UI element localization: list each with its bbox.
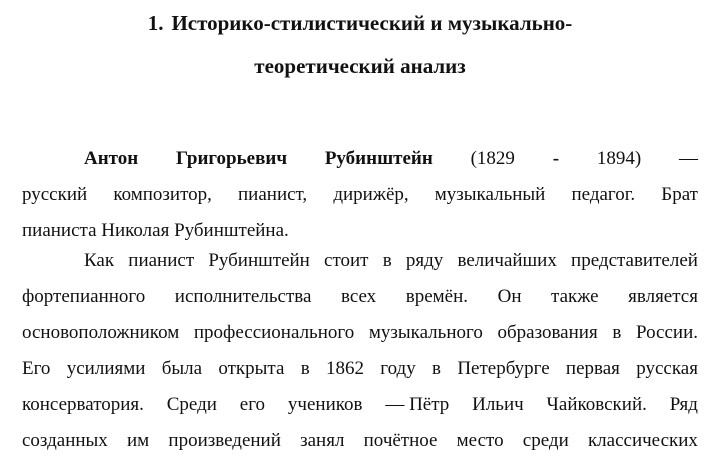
section-heading-line-1: Историко-стилистический и музыкально- (171, 11, 573, 35)
word: стоит (324, 250, 369, 271)
word: дирижёр, (333, 184, 409, 205)
word: композитор, (113, 184, 212, 205)
word: занял (300, 430, 345, 451)
word: русский (22, 184, 88, 205)
word: - (552, 148, 560, 169)
word: пианист (128, 250, 195, 271)
word: Антон (84, 148, 139, 169)
section-number: 1. (147, 11, 164, 35)
word: пианист, (238, 184, 308, 205)
word: музыкального (368, 322, 483, 343)
word: почётное (363, 430, 438, 451)
paragraph-pianist (22, 243, 698, 459)
word: Брат (661, 184, 698, 205)
text-line (22, 141, 698, 177)
word: является (628, 286, 698, 307)
word: музыкальный (434, 184, 546, 205)
word: 1894) (596, 148, 642, 169)
word: среди (522, 430, 569, 451)
word: Николая (101, 220, 170, 241)
word: консерватория. (22, 394, 144, 415)
word: Среди (166, 394, 217, 415)
word: классических (587, 430, 698, 451)
word: всех (340, 286, 377, 307)
word: созданных (22, 430, 108, 451)
word: в (300, 358, 310, 379)
word: пианиста (22, 220, 97, 241)
word: Рубинштейн (208, 250, 310, 271)
word: России. (635, 322, 698, 343)
word: Его (22, 358, 51, 379)
word: место (456, 430, 504, 451)
word: в (612, 322, 622, 343)
word: Ряд (669, 394, 698, 415)
text-line (22, 315, 698, 351)
word: году (380, 358, 416, 379)
word: основоположником (22, 322, 180, 343)
word: времён. (405, 286, 469, 307)
word: Как (84, 250, 115, 271)
word: исполнительства (174, 286, 312, 307)
word: Чайковский. (546, 394, 647, 415)
word: учеников (287, 394, 363, 415)
text-line (22, 423, 698, 459)
word: ряду (405, 250, 444, 271)
text-line (22, 177, 698, 213)
word: русская (636, 358, 698, 379)
word: Григорьевич (176, 148, 288, 169)
section-heading-line-2: теоретический анализ (254, 54, 466, 78)
word: 1862 (325, 358, 364, 379)
word: в (432, 358, 442, 379)
word: — (678, 148, 698, 169)
word: его (239, 394, 266, 415)
text-line (22, 243, 698, 279)
word: Ильич (472, 394, 524, 415)
word: — Пётр (385, 394, 450, 415)
word: открыта (218, 358, 285, 379)
word: образования (497, 322, 598, 343)
word: в (382, 250, 392, 271)
word: им (127, 430, 150, 451)
word: величайших (457, 250, 557, 271)
word: первая (565, 358, 620, 379)
text-line (22, 279, 698, 315)
paragraph-biography (22, 141, 698, 249)
word: также (551, 286, 599, 307)
word: профессионального (193, 322, 355, 343)
word: представителей (571, 250, 698, 271)
word: Он (497, 286, 522, 307)
text-line (22, 387, 698, 423)
word: усилиями (66, 358, 146, 379)
word: (1829 (470, 148, 515, 169)
word: Рубинштейна. (174, 220, 289, 241)
word: Петербурге (457, 358, 550, 379)
word: была (161, 358, 203, 379)
section-heading (0, 11, 720, 35)
word: педагог. (571, 184, 636, 205)
word: Рубинштейн (324, 148, 433, 169)
word: произведений (168, 430, 281, 451)
text-line (22, 351, 698, 387)
word: фортепианного (22, 286, 146, 307)
